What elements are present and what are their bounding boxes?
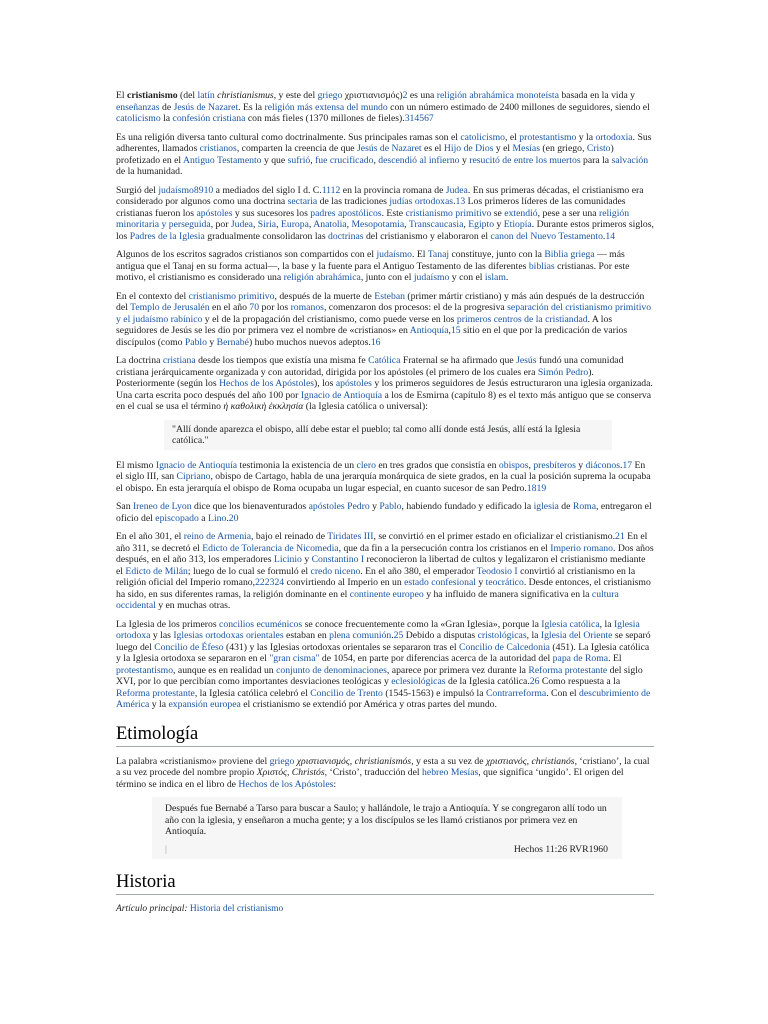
link-teodosio-i[interactable]: Teodosio I (476, 565, 518, 577)
link-judea-2[interactable]: Judea (230, 219, 253, 230)
link-cristologicas[interactable]: cristológicas (477, 630, 527, 641)
blockquote-hechos-text: Después fue Bernabé a Tarso para buscar a Saulo; y hallándole, le trajo a Antioquía. Y se congregaron allí todo un año con la iglesia, y enseñaron a mucha gente; y a los discípulos se les llamó cristianos por primera vez en Antioquía. (165, 803, 607, 837)
link-tiridates-iii[interactable]: Tiridates III (327, 531, 374, 542)
link-hechos-de-los-apostoles[interactable]: Hechos de los Apóstoles (238, 778, 334, 790)
link-lino[interactable]: Lino (208, 512, 227, 524)
ref-14[interactable]: 14 (605, 230, 616, 242)
link-religion-abrahamica[interactable]: religión abrahámica (283, 272, 361, 283)
link-cristiana[interactable]: cristiana (162, 355, 196, 366)
link-esteban[interactable]: Esteban (374, 290, 405, 302)
paragraph-ignacio: El mismo Ignacio de Antioquía testimonia la existencia de un clero en tres grados que consistía en obispos, presbíteros y diáconos.17 En el siglo III, san Cipriano, obispo de Cartago, habla de una jerarquía monárquica de siete grados, en la cual la posición suprema la ocupaba el obispo. En esta jerarquía el obispo de Roma ocupaba un lugar especial, en cuanto sucesor de san Pedro.1819 (116, 459, 651, 494)
link-mesopotamia[interactable]: Mesopotamia (351, 219, 405, 230)
heading-etimologia: Etimología (116, 723, 654, 747)
link-iglesia-ortodoxa[interactable]: Iglesia ortodoxa (116, 618, 640, 641)
ref-13[interactable]: 13 (455, 196, 466, 207)
link-iglesias-ortodoxas-orientales[interactable]: Iglesias ortodoxas orientales (173, 630, 284, 641)
link-canon-nuevo-testamento[interactable]: canon del Nuevo Testamento (490, 230, 603, 242)
link-anatolia[interactable]: Anatolia (313, 219, 347, 230)
paragraph-origen: Surgió del judaísmo8910 a mediados del siglo I d. C.1112 en la provincia romana de Judea. En sus primeras décadas, el cristianismo era considerado por algunos como una doctrina sectaria de las tradiciones judías ortodoxas.13 Los primeros líderes de las comunidades cristianas fueron los apóstoles y sus sucesores los padres apostólicos. Este cristianismo primitivo se extendió, pese a ser una religión minoritaria y perseguida, por Judea, Siria, Europa, Anatolia, Mesopotamia, Transcaucasia, Egipto y Etiopía. Durante estos primeros siglos, los Padres de la Iglesia gradualmente consolidaron las doctrinas del cristianismo y elaboraron el canon del Nuevo Testamento.14 (116, 184, 654, 242)
link-iglesia-del-oriente[interactable]: Iglesia del Oriente (540, 630, 613, 641)
article-body (116, 90, 654, 916)
link-teocratico[interactable]: teocrático (485, 577, 524, 588)
link-antioquia[interactable]: Antioquía (409, 325, 449, 336)
link-fue-crucificado[interactable]: fue crucificado (315, 154, 374, 166)
link-biblias[interactable]: biblias (528, 260, 555, 272)
link-clero[interactable]: clero (356, 459, 376, 471)
heading-historia: Historia (116, 871, 654, 895)
ref-26[interactable]: 26 (529, 676, 540, 687)
paragraph-intro: El cristianismo (del latín christianismus, y este del griego χριστιανισμός)2 es una religión abrahámica monoteísta basada en la vida y enseñanzas de Jesús de Nazaret. Es la religión más extensa del mundo con un número estimado de 2400 millones de seguidores, siendo el catolicismo la confesión cristiana con más fieles (1370 millones de fieles).314567 (116, 90, 650, 124)
link-padres-de-la-iglesia[interactable]: Padres de la Iglesia (129, 230, 205, 242)
link-concilio-de-trento[interactable]: Concilio de Trento (310, 687, 383, 699)
link-jesus-de-nazaret[interactable]: Jesús de Nazaret (173, 101, 239, 113)
link-eclesiologicas[interactable]: eclesiológicas (391, 676, 446, 687)
link-hebreo-mesias[interactable]: hebreo Mesías (422, 767, 479, 778)
link-credo-niceno[interactable]: credo niceno (310, 565, 361, 577)
ref-222324[interactable]: 222324 (255, 577, 285, 588)
link-cultura-occidental[interactable]: cultura occidental (116, 588, 619, 611)
paragraph-301: En el año 301, el reino de Armenia, bajo el reinado de Tiridates III, se convirtió en el primer estado en oficializar el cristianismo.21 En el año 311, se decretó el Edicto de Tolerancia de Nicomedia, que da fin a la persecución contra los cristianos en el Imperio romano. Dos años después, en el año 313, los emperadores Licinio y Constantino I reconocieron la libertad de cultos y legalizaron el cristianismo mediante el Edicto de Milán; luego de lo cual se formuló el credo niceno. En el año 380, el emperador Teodosio I convirtió al cristianismo en la religión oficial del Imperio romano,222324 convirtiendo al Imperio en un estado confesional y teocrático. Desde entonces, el cristianismo ha sido, en sus diferentes ramas, la religión dominante en el continente europeo y ha influido de manera significativa en la cultura occidental y en muchas otras. (116, 531, 654, 611)
link-separacion[interactable]: separación del cristianismo primitivo y el judaísmo rabínico (116, 302, 652, 325)
link-concilios-ecumenicos[interactable]: concilios ecuménicos (219, 618, 303, 630)
link-contrarreforma[interactable]: Contrarreforma (485, 687, 547, 699)
link-cipriano[interactable]: Cipriano (176, 471, 211, 482)
link-historia-del-cristianismo[interactable]: Historia del cristianismo (189, 904, 284, 914)
link-protestantismo-2[interactable]: protestantismo (116, 664, 174, 676)
link-latin[interactable]: latín (197, 90, 215, 101)
link-catolicismo[interactable]: catolicismo (116, 113, 161, 124)
link-imperio-romano[interactable]: Imperio romano (550, 542, 613, 554)
link-jesus[interactable]: Jesús (516, 355, 537, 366)
link-papa-de-roma[interactable]: papa de Roma (552, 653, 609, 664)
link-plena-comunion[interactable]: plena comunión (329, 630, 392, 641)
link-judaismo-3[interactable]: judaísmo (413, 272, 450, 283)
link-pablo[interactable]: Pablo (184, 336, 207, 348)
link-iglesia-catolica[interactable]: Iglesia católica (541, 618, 600, 630)
paragraph-diversidad: Es una religión diversa tanto cultural como doctrinalmente. Sus principales ramas son el catolicismo, el protestantismo y la ortodoxia. Sus adherentes, llamados cristianos, comparten la creencia de que Jesús de Nazaret es el Hijo de Dios y el Mesías (en griego, Cristo) profetizado en el Antiguo Testamento y que sufrió, fue crucificado, descendió al infierno y resucitó de entre los muertos para la salvación de la humanidad. (116, 131, 652, 177)
link-antiguo-testamento[interactable]: Antiguo Testamento (182, 154, 262, 166)
link-apostoles-pedro[interactable]: apóstoles Pedro (308, 501, 370, 512)
paragraph-concilios: La Iglesia de los primeros concilios ecuménicos se conoce frecuentemente como la «Gran Iglesia», porque la Iglesia católica, la Iglesia ortodoxa y las Iglesias ortodoxas orientales estaban en plena comunión.25 Debido a disputas cristológicas, la Iglesia del Oriente se separó luego del Concilio de Éfeso (431) y las Iglesias ortodoxas orientales se separaron tras el Concilio de Calcedonia (451). La Iglesia católica y la Iglesia ortodoxa se separaron en el "gran cisma" de 1054, en parte por diferencias acerca de la autoridad del papa de Roma. El protestantismo, aunque es en realidad un conjunto de denominaciones, aparece por primera vez durante la Reforma protestante del siglo XVI, por lo que percibían como importantes desviaciones teológicas y eclesiológicas de la Iglesia católica.26 Como respuesta a la Reforma protestante, la Iglesia católica celebró el Concilio de Trento (1545-1563) e impulsó la Contrarreforma. Con el descubrimiento de América y la expansión europea el cristianismo se extendió por América y otras partes del mundo. (116, 618, 651, 710)
ref-20[interactable]: 20 (228, 512, 239, 524)
link-templo-de-jerusalen[interactable]: Templo de Jerusalén (130, 302, 210, 313)
link-concilio-de-calcedonia[interactable]: Concilio de Calcedonia (459, 641, 550, 653)
link-constantino-i[interactable]: Constantino I (311, 554, 365, 565)
link-catolicismo-2[interactable]: catolicismo (460, 131, 506, 143)
link-religion-mas-extensa[interactable]: religión más extensa del mundo (264, 101, 388, 113)
link-concilio-de-efeso[interactable]: Concilio de Éfeso (154, 641, 224, 653)
ref-2[interactable]: 2 (402, 90, 408, 101)
link-hechos-apostoles[interactable]: Hechos de los Apóstoles (219, 378, 315, 389)
link-diaconos[interactable]: diáconos (585, 459, 620, 471)
ref-21[interactable]: 21 (615, 531, 625, 542)
link-ignacio-de-antioquia-2[interactable]: Ignacio de Antioquía (155, 459, 238, 471)
main-article-note (116, 904, 654, 916)
paragraph-etimologia: La palabra «cristianismo» proviene del griego χριστιανισμός, christianismós, y esta a su vez de χριστιανός, christianós, ‘cristiano’, la cual a su vez procede del nombre propio Χριστός, Christós, ‘Cristo’, traducción del hebreo Mesías, que significa ‘ungido’. El origen del término se indica en el libro de Hechos de los Apóstoles: (116, 755, 650, 790)
link-judaismo-2[interactable]: judaísmo (376, 249, 412, 260)
link-episcopado[interactable]: episcopado (155, 512, 199, 524)
link-reforma-protestante[interactable]: Reforma protestante (528, 664, 608, 676)
link-resucito[interactable]: resucitó de entre los muertos (469, 154, 581, 166)
link-mesias[interactable]: Mesías (512, 143, 540, 154)
link-cristianos[interactable]: cristianos (199, 143, 237, 154)
link-edicto-tolerancia[interactable]: Edicto de Tolerancia de Nicomedia (202, 542, 339, 554)
link-egipto[interactable]: Egipto (468, 219, 495, 230)
link-pablo-2[interactable]: Pablo (379, 501, 402, 512)
link-siria[interactable]: Siria (257, 219, 277, 230)
ref-25[interactable]: 25 (393, 630, 404, 641)
link-ensenanzas[interactable]: enseñanzas (116, 101, 160, 113)
link-judias-ortodoxas[interactable]: judías ortodoxas (389, 196, 454, 207)
link-romanos[interactable]: romanos (290, 302, 324, 313)
quote-bar-icon: | (165, 843, 167, 855)
link-doctrinas[interactable]: doctrinas (328, 230, 364, 242)
blockquote-ignacio: "Allí donde aparezca el obispo, allí debe estar el pueblo; tal como allí donde está Jesús, allí está la Iglesia católica." (164, 420, 612, 450)
link-70[interactable]: 70 (249, 302, 260, 313)
link-conjunto-de-denominaciones[interactable]: conjunto de denominaciones (276, 664, 387, 676)
link-transcaucasia[interactable]: Transcaucasia (408, 219, 464, 230)
main-article-prefix: Artículo principal: (116, 904, 190, 914)
link-hijo-de-dios[interactable]: Hijo de Dios (443, 143, 494, 154)
link-expansion-europea[interactable]: expansión europea (168, 699, 241, 710)
link-apostoles-2[interactable]: apóstoles (335, 378, 372, 389)
link-biblia-griega[interactable]: Biblia griega (544, 249, 595, 260)
link-reforma-protestante-2[interactable]: Reforma protestante (116, 687, 195, 699)
link-jesus-de-nazaret-2[interactable]: Jesús de Nazaret (357, 143, 422, 154)
ref-15[interactable]: 15 (450, 325, 461, 336)
link-licinio[interactable]: Licinio (273, 554, 302, 565)
link-religion-minoritaria[interactable]: religión minoritaria y perseguida (116, 207, 630, 230)
blockquote-hechos-source (165, 844, 608, 856)
blockquote-source-label: Hechos 11:26 RVR1960 (513, 843, 608, 855)
blockquote-hechos (152, 797, 622, 859)
link-descubrimiento-de-america[interactable]: descubrimiento de América (116, 687, 651, 710)
link-primeros-centros[interactable]: primeros centros de la cristiandad (456, 313, 588, 325)
link-roma[interactable]: Roma (572, 501, 596, 512)
link-simon-pedro[interactable]: Simón Pedro (537, 366, 589, 378)
link-protestantismo[interactable]: protestantismo (519, 131, 577, 143)
link-griego[interactable]: griego (317, 90, 343, 101)
link-sectaria[interactable]: sectaria (287, 196, 318, 207)
ref-1112[interactable]: 1112 (321, 184, 341, 196)
link-judea[interactable]: Judea (445, 184, 468, 196)
link-extendio[interactable]: extendió (504, 207, 538, 219)
link-estado-confesional[interactable]: estado confesional (404, 577, 476, 588)
link-sufrio[interactable]: sufrió (287, 154, 311, 166)
link-cristo[interactable]: Cristo (586, 143, 611, 154)
link-bernabe[interactable]: Bernabé (216, 336, 249, 348)
link-salvacion[interactable]: salvación (611, 154, 649, 166)
paragraph-contexto: En el contexto del cristianismo primitivo, después de la muerte de Esteban (primer mártir cristiano) y más aún después de la destrucción del Templo de Jerusalén en el año 70 por los romanos, comenzaron dos procesos: el de la progresiva separación del cristianismo primitivo y el judaísmo rabínico y el de la propagación del cristianismo, como puede verse en los primeros centros de la cristiandad. A los seguidores de Jesús se les dio por primera vez el nombre de «cristianos» en Antioquía,15 sitio en el que por la predicación de varios discípulos (como Pablo y Bernabé) hubo muchos nuevos adeptos.16 (116, 290, 652, 348)
ref-16[interactable]: 16 (370, 336, 381, 348)
link-cristianismo-primitivo[interactable]: cristianismo primitivo (405, 207, 492, 219)
paragraph-doctrina: La doctrina cristiana desde los tiempos que existía una misma fe Católica Fraternal se ha afirmado que Jesús fundó una comunidad cristiana jerárquicamente organizada y con autoridad, dirigida por los apóstoles (el primero de los cuales era Simón Pedro). Posteriormente (según los Hechos de los Apóstoles), los apóstoles y los primeros seguidores de Jesús estructuraron una iglesia organizada. Una carta escrita poco después del año 100 por Ignacio de Antioquía a los de Esmirna (capítulo 8) es el texto más antiguo que se conserva en el cual se usa el término ἡ καθολικὴ ἐκκλησία (la Iglesia católica o universal): (116, 355, 653, 412)
link-reino-de-armenia[interactable]: reino de Armenia (183, 531, 252, 542)
link-islam[interactable]: islam (484, 272, 506, 283)
ref-17[interactable]: 17 (622, 459, 633, 471)
paragraph-ireneo: San Ireneo de Lyon dice que los bienaventurados apóstoles Pedro y Pablo, habiendo fundado y edificado la iglesia de Roma, entregaron el oficio del episcopado a Lino.20 (116, 501, 652, 524)
link-continente-europeo[interactable]: continente europeo (349, 588, 424, 600)
link-ireneo-de-lyon[interactable]: Ireneo de Lyon (132, 501, 192, 512)
link-europa[interactable]: Europa (280, 219, 309, 230)
link-descendio-al-infierno[interactable]: descendió al infierno (378, 154, 460, 166)
link-edicto-de-milan[interactable]: Edicto de Milán (125, 565, 188, 577)
link-religion-abrahamica-monoteista[interactable]: religión abrahámica monoteísta (436, 90, 559, 101)
link-ortodoxia[interactable]: ortodoxia (595, 131, 633, 143)
link-catolica[interactable]: Católica (368, 355, 401, 366)
ref-1819[interactable]: 1819 (526, 482, 547, 494)
ref-314567[interactable]: 314567 (404, 113, 434, 124)
paragraph-escritos: Algunos de los escritos sagrados cristianos son compartidos con el judaísmo. El Tanaj constituye, junto con la Biblia griega — más antigua que el Tanaj en su forma actual—, la base y la fuente para el Antiguo Testamento de las diferentes biblias cristianas. Por este motivo, el cristianismo es considerado una religión abrahámica, junto con el judaísmo y con el islam. (116, 249, 630, 283)
link-gran-cisma[interactable]: "gran cisma" (269, 653, 320, 664)
link-apostoles[interactable]: apóstoles (196, 207, 233, 219)
ref-8910[interactable]: 8910 (193, 184, 214, 196)
link-etiopia[interactable]: Etiopía (503, 219, 532, 230)
link-judaismo[interactable]: judaísmo (158, 184, 194, 196)
link-obispos[interactable]: obispos (498, 459, 529, 471)
link-ignacio-de-antioquia[interactable]: Ignacio de Antioquía (300, 389, 383, 401)
link-presbiteros[interactable]: presbíteros (533, 459, 576, 471)
link-iglesia[interactable]: iglesia (533, 501, 559, 512)
link-confesion-cristiana[interactable]: confesión cristiana (172, 113, 246, 124)
link-tanaj[interactable]: Tanaj (427, 249, 450, 260)
link-griego-2[interactable]: griego (269, 755, 295, 767)
link-padres-apostolicos[interactable]: padres apostólicos (310, 207, 382, 219)
link-cristianismo-primitivo-2[interactable]: cristianismo primitivo (188, 290, 275, 302)
